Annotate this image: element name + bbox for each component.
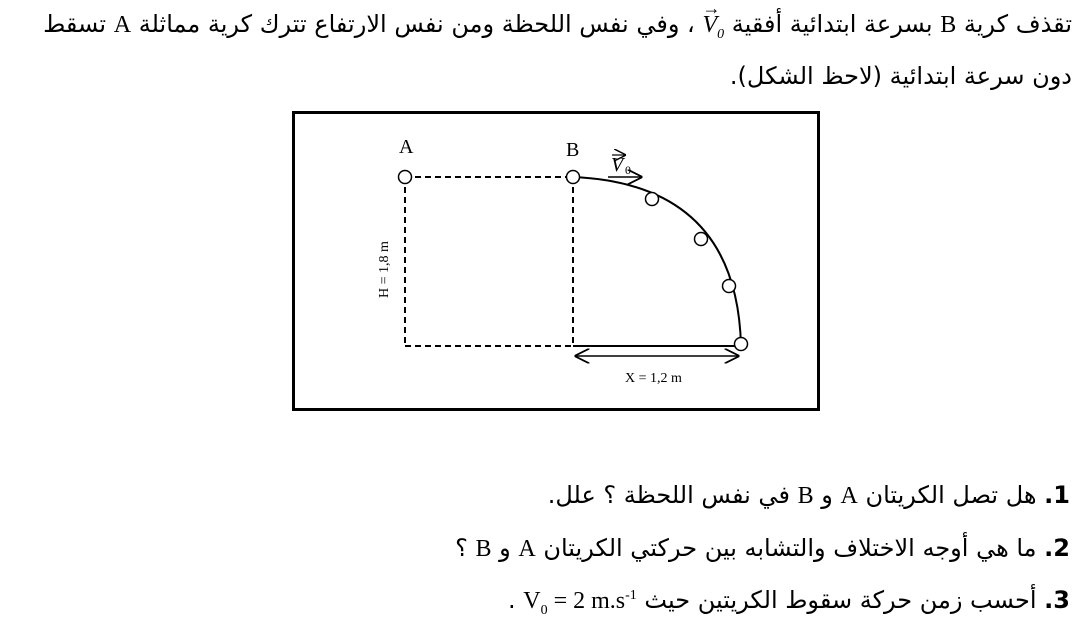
- label-b: B: [566, 139, 580, 161]
- intro-text-1c: ، وفي نفس اللحظة ومن نفس الارتفاع تترك كرية مماثلة: [138, 10, 695, 38]
- ball-position-icon: [695, 233, 708, 246]
- intro-text-1a: تقذف كرية: [963, 10, 1072, 38]
- intro-text-1d: تسقط: [43, 10, 107, 38]
- ball-b-label: B: [475, 536, 492, 562]
- ball-a-label: A: [113, 12, 132, 38]
- label-a: A: [399, 136, 414, 158]
- formula: $V_0 = 2$ $m.s^{-1}$: [523, 588, 637, 618]
- ball-b-icon: [567, 171, 580, 184]
- height-label: H = 1,8 m: [377, 241, 392, 298]
- question-text: ما هي أوجه الاختلاف والتشابه بين حركتي الكريتان: [543, 534, 1037, 562]
- conjunction: و: [821, 481, 833, 509]
- ball-position-icon: [646, 193, 659, 206]
- question-text: ؟: [455, 534, 468, 562]
- conjunction: و: [499, 534, 511, 562]
- ball-a-label: A: [840, 483, 858, 509]
- v0-vector: → $V_0$: [702, 0, 725, 42]
- question-text: هل تصل الكريتان: [865, 481, 1037, 509]
- question-number: 1.: [1044, 481, 1070, 509]
- question-text: أحسب زمن حركة سقوط الكريتين حيث: [644, 586, 1037, 614]
- question-2: [455, 534, 1070, 563]
- ball-a-icon: [399, 171, 412, 184]
- ball-position-icon: [723, 280, 736, 293]
- ball-a-label: A: [518, 536, 536, 562]
- question-3: [508, 586, 1070, 619]
- question-text: .: [507, 586, 516, 614]
- question-number: 3.: [1044, 586, 1070, 614]
- v0-sub: 0: [625, 163, 631, 177]
- question-1: [548, 481, 1070, 510]
- ball-position-icon: [735, 338, 748, 351]
- question-number: 2.: [1044, 534, 1070, 562]
- question-text: في نفس اللحظة ؟ علل.: [547, 481, 790, 509]
- ball-b-label: B: [797, 483, 814, 509]
- distance-label: X = 1,2 m: [625, 371, 682, 386]
- v0-label: V: [611, 154, 624, 176]
- vector-arrow-icon: →: [702, 0, 721, 18]
- ball-b-label: B: [940, 12, 957, 38]
- trajectory-diagram: [295, 114, 817, 408]
- intro-text-2: دون سرعة ابتدائية (لاحظ الشكل).: [729, 62, 1072, 90]
- intro-line-1: [43, 0, 1072, 43]
- intro-line-2: [730, 62, 1072, 90]
- trajectory-figure: [292, 111, 820, 411]
- intro-text-1b: بسرعة ابتدائية أفقية: [731, 10, 933, 38]
